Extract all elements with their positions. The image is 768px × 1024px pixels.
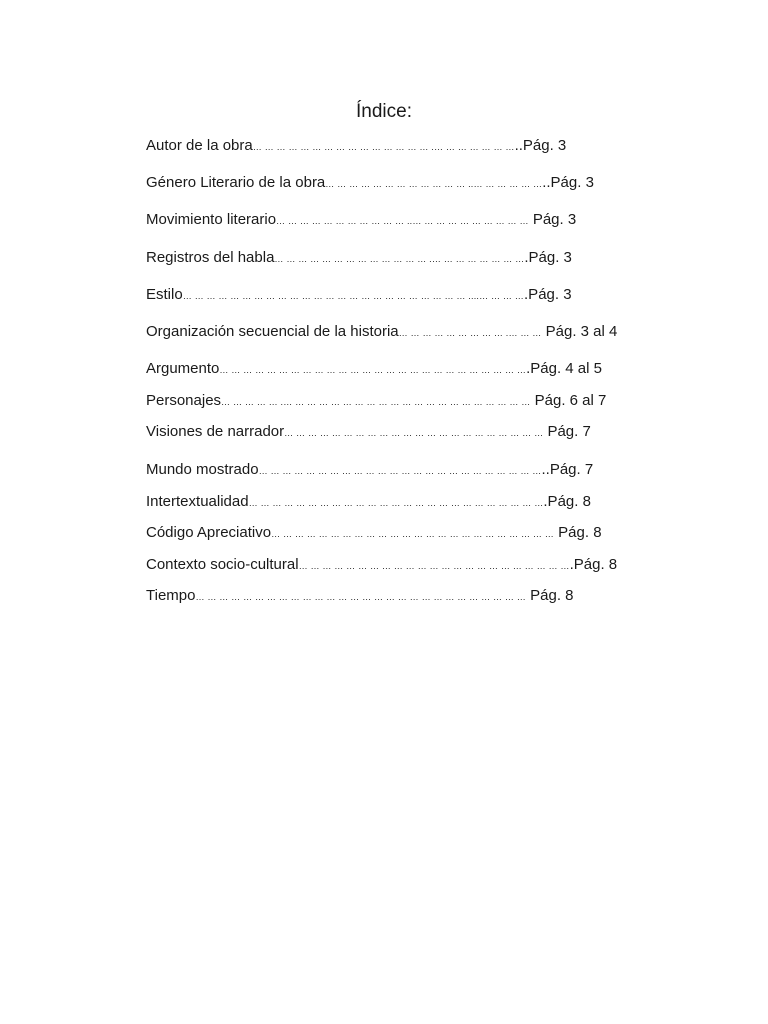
toc-entry-leader: … … … … … … … … … … … … … … … .… … … … … … … (252, 142, 515, 152)
toc-entry (146, 556, 617, 575)
toc-entry (146, 360, 602, 379)
toc-entry-leader: … … … … … … … … … … … … … … … … … … … … … … … … … … … … (195, 592, 526, 602)
toc-entry (146, 174, 594, 193)
toc-entry-leader: … … … … … … … … … … … … … … … … … … … … … … … … ....… … … … (182, 291, 525, 301)
toc-entry-leader: … … … … … … … … … … … … … … … … … … … … … … … (298, 561, 570, 571)
toc-entry-label: Autor de la obra (146, 137, 253, 154)
toc-entry-leader: … … … … … … … … … … … … … … … … … … … … … … (284, 428, 544, 438)
toc-entry-page: Pág. 3 (528, 211, 577, 228)
toc-entry-label: Estilo (146, 286, 183, 303)
toc-entry (146, 587, 574, 606)
toc-entry (146, 286, 572, 305)
toc-entry (146, 249, 572, 268)
page-title: Índice: (356, 101, 412, 122)
toc-entry-page: Pág. 8 (525, 587, 574, 604)
toc-entry-leader: … … … … … … … … … … … … … … … … … … … … … … … … (258, 466, 542, 476)
toc-entry-page: Pág. 8 (554, 524, 602, 541)
toc-entry-page: .Pág. 8 (569, 556, 618, 573)
toc-entry-label: Tiempo (146, 587, 196, 604)
toc-entry-label: Código Apreciativo (146, 524, 272, 541)
toc-entry (146, 137, 566, 156)
toc-entry-page: Pág. 6 al 7 (530, 392, 607, 409)
toc-entry-page: .Pág. 8 (543, 493, 591, 510)
toc-entry-leader: … … … … … … … … … … … ..… … … … … … … … … … (276, 216, 529, 226)
toc-entry-label: Personajes (146, 392, 222, 409)
toc-entry-page: Pág. 7 (543, 423, 591, 440)
toc-entry-leader: … … … … … … … … … … … … … .… … … … … … … … (274, 254, 525, 264)
toc-entry (146, 423, 591, 442)
toc-entry-label: Organización secuencial de la historia (146, 323, 399, 340)
toc-entry-leader: … … … … … … … … … … … … ..… … … … … … (325, 179, 543, 189)
toc-entry (146, 493, 591, 512)
toc-entry-label: Género Literario de la obra (146, 174, 326, 191)
toc-entry-label: Contexto socio-cultural (146, 556, 299, 573)
toc-entry-page: ..Pág. 7 (541, 461, 594, 478)
toc-entry-leader: … … … … … … … … … .… … … (398, 328, 542, 338)
toc-entry-page: .Pág. 3 (524, 286, 572, 303)
toc-entry-leader: … … … … … … … … … … … … … … … … … … … … … … … … … … (219, 365, 527, 375)
toc-entry-label: Movimiento literario (146, 211, 277, 228)
toc-entry-label: Argumento (146, 360, 220, 377)
toc-entry-page: ..Pág. 3 (542, 174, 594, 191)
toc-entry (146, 392, 606, 411)
toc-entry-label: Registros del habla (146, 249, 275, 266)
toc-entry-label: Mundo mostrado (146, 461, 259, 478)
toc-entry-label: Intertextualidad (146, 493, 249, 510)
toc-entry (146, 323, 617, 342)
toc-entry-leader: … … … … … … … … … … … … … … … … … … … … … … … … … (248, 498, 544, 508)
toc-entry-label: Visiones de narrador (146, 423, 285, 440)
toc-entry-page: Pág. 3 al 4 (541, 323, 618, 340)
toc-entry-leader: … … … … … .… … … … … … … … … … … … … … … … … … … … … (221, 397, 531, 407)
toc-entry (146, 461, 593, 480)
toc-entry-page: .Pág. 4 al 5 (526, 360, 602, 377)
toc-entry-page: ..Pág. 3 (514, 137, 567, 154)
toc-entry-page: .Pág. 3 (524, 249, 572, 266)
toc-entry-leader: … … … … … … … … … … … … … … … … … … … … … … … … (271, 529, 554, 539)
toc-entry (146, 524, 602, 543)
toc-entry (146, 211, 576, 230)
